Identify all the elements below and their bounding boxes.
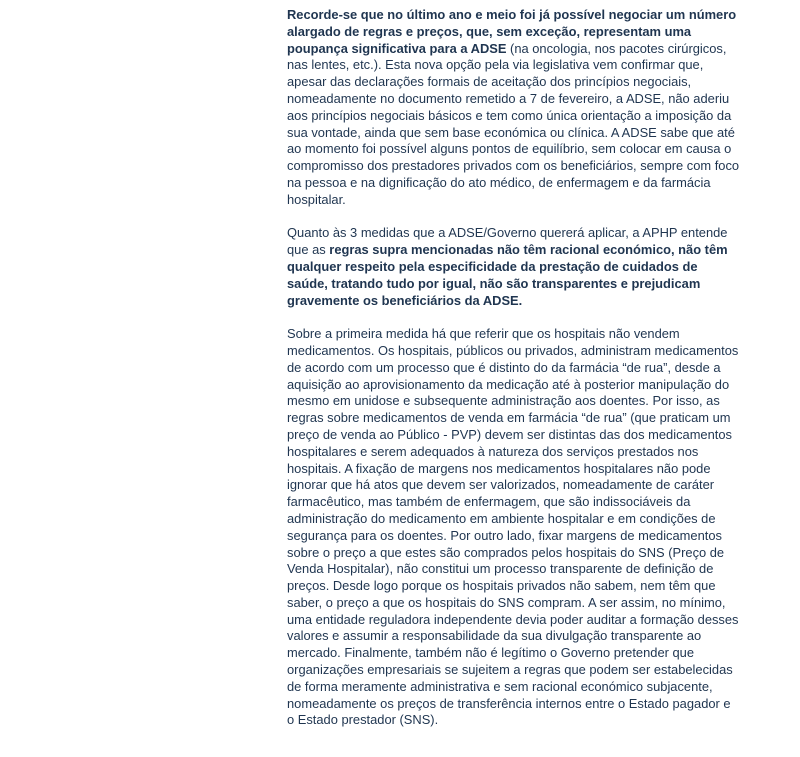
paragraph-measures-bold: regras supra mencionadas não têm racional económico, não têm qualquer respeito pela especificidade da prestação de cuidados de saúde, tratando tudo por igual, não são transparentes e prejudicam gravemente os beneficiários da ADSE.: [287, 242, 728, 308]
paragraph-first-measure: [287, 326, 741, 729]
paragraph-negotiation-bold: Recorde-se que no último ano e meio foi já possível negociar um número alargado de regras e preços, que, sem exceção, representam uma poupança significativa para a ADSE: [287, 7, 737, 56]
paragraph-negotiation: [287, 7, 741, 209]
paragraph-first-measure-text: Sobre a primeira medida há que referir que os hospitais não vendem medicamentos. Os hospitais, públicos ou privados, administram medicamentos de acordo com um processo que é distinto do da farmácia “de rua”, desde a aquisição ao aprovisionamento da medicação até à posterior manipulação do mesmo em unidose e subsequente administração aos doentes. Por isso, as regras sobre medicamentos de venda em farmácia “de rua” (que praticam um preço de venda ao Público - PVP) devem ser distintas das dos medicamentos hospitalares e serem adequados à natureza dos serviços prestados nos hospitais. A fixação de margens nos medicamentos hospitalares não pode ignorar que há atos que devem ser valorizados, nomeadamente de caráter farmacêutico, mas também de enfermagem, que são indissociáveis da administração do medicamento em ambiente hospitalar e em condições de segurança para os doentes. Por outro lado, fixar margens de medicamentos sobre o preço a que estes são comprados pelos hospitais do SNS (Preço de Venda Hospitalar), não constitui um processo transparente de definição de preços. Desde logo porque os hospitais privados não sabem, nem têm que saber, o preço a que os hospitais do SNS compram. A ser assim, no mínimo, uma entidade reguladora independente devia poder auditar a formação desses valores e assumir a responsabilidade da sua divulgação transparente ao mercado. Finalmente, também não é legítimo o Governo pretender que organizações empresariais se sujeitem a regras que podem ser estabelecidas de forma meramente administrativa e sem racional económico subjacente, nomeadamente os preços de transferência internos entre o Estado pagador e o Estado prestador (SNS).: [287, 326, 739, 728]
paragraph-negotiation-text: (na oncologia, nos pacotes cirúrgicos, nas lentes, etc.). Esta nova opção pela via legislativa vem confirmar que, apesar das declarações formais de aceitação dos princípios negociais, nomeadamente no documento remetido a 7 de fevereiro, a ADSE, não aderiu aos princípios negociais básicos e tem como única orientação a imposição da sua vontade, ainda que sem base económica ou clínica. A ADSE sabe que até ao momento foi possível alguns pontos de equilíbrio, sem colocar em causa o compromisso dos prestadores privados com os beneficiários, sempre com foco na pessoa e na dignificação do ato médico, de enfermagem e da farmácia hospitalar.: [287, 40, 740, 207]
paragraph-measures: [287, 225, 741, 309]
article-body: [287, 7, 741, 746]
paragraph-measures-text: Quanto às 3 medidas que a ADSE/Governo quererá aplicar, a APHP entende que as: [287, 225, 728, 258]
